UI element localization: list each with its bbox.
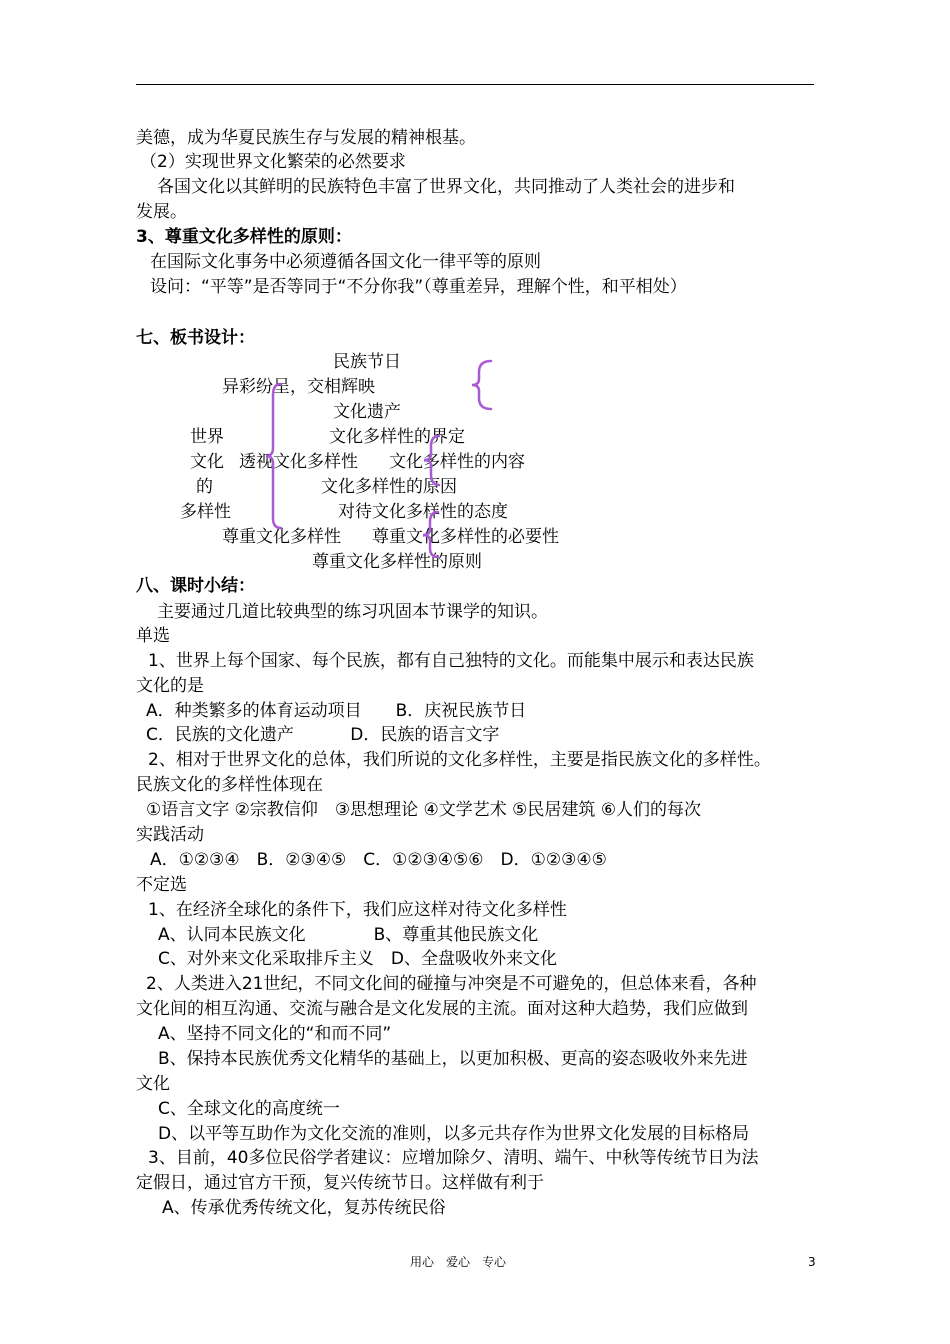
mq2-option-b: B、保持本民族优秀文化精华的基础上，以更加积极、更高的姿态吸收外来先进 xyxy=(158,1049,748,1069)
board-braces xyxy=(0,0,950,600)
mq3-option-a: A、传承优秀传统文化，复苏传统民俗 xyxy=(162,1198,446,1218)
q1-stem-cont: 文化的是 xyxy=(136,676,204,696)
body-line-7: 设问：“平等”是否等同于“不分你我”（尊重差异，理解个性，和平相处） xyxy=(150,277,687,297)
mq2-option-b-cont: 文化 xyxy=(136,1074,170,1094)
body-line-1: 美德，成为华夏民族生存与发展的精神根基。 xyxy=(136,128,476,148)
board-culture: 文化 xyxy=(190,452,224,472)
mq1-options-ab: A、认同本民族文化 B、尊重其他民族文化 xyxy=(158,925,539,945)
board-perspective: 透视文化多样性 xyxy=(239,452,358,472)
brace-top-icon xyxy=(472,361,491,409)
board-respect: 尊重文化多样性 xyxy=(222,527,341,547)
board-heritage: 文化遗产 xyxy=(333,402,401,422)
brace-bottom-icon xyxy=(423,512,438,557)
footer-motto: 用心 爱心 专心 xyxy=(410,1255,507,1269)
board-world: 世界 xyxy=(190,427,224,447)
q2-stem-cont: 民族文化的多样性体现在 xyxy=(136,775,323,795)
board-content: 文化多样性的内容 xyxy=(389,452,525,472)
mq2-option-d: D、以平等互助作为文化交流的准则，以多元共存作为世界文化发展的目标格局 xyxy=(158,1124,750,1144)
mq3-stem: 3、目前，40多位民俗学者建议：应增加除夕、清明、端午、中秋等传统节日为法 xyxy=(148,1148,759,1168)
body-line-2: （2）实现世界文化繁荣的必然要求 xyxy=(140,152,406,172)
summary-intro: 主要通过几道比较典型的练习巩固本节课学的知识。 xyxy=(157,602,548,622)
board-diversity: 多样性 xyxy=(180,502,231,522)
q1-options-ab: A．种类繁多的体育运动项目 B．庆祝民族节日 xyxy=(146,701,527,721)
section-heading-principle: 3、尊重文化多样性的原则： xyxy=(136,227,352,247)
mq3-stem-cont: 定假日，通过官方干预，复兴传统节日。这样做有利于 xyxy=(136,1173,544,1193)
label-multiple-choice: 不定选 xyxy=(136,875,187,895)
page-number: 3 xyxy=(808,1255,816,1269)
board-definition: 文化多样性的界定 xyxy=(329,427,465,447)
label-single-choice: 单选 xyxy=(136,626,170,646)
board-necessity: 尊重文化多样性的必要性 xyxy=(372,527,559,547)
board-splendor: 异彩纷呈，交相辉映 xyxy=(222,377,375,397)
q2-stem: 2、相对于世界文化的总体，我们所说的文化多样性，主要是指民族文化的多样性。 xyxy=(148,750,771,770)
mq2-stem-cont: 文化间的相互沟通、交流与融合是文化发展的主流。面对这种大趋势，我们应做到 xyxy=(136,999,748,1019)
q2-options: A．①②③④ B．②③④⑤ C．①②③④⑤⑥ D．①②③④⑤ xyxy=(150,850,607,870)
mq1-options-cd: C、对外来文化采取排斥主义 D、全盘吸收外来文化 xyxy=(158,949,557,969)
section-heading-board: 七、板书设计： xyxy=(136,328,255,348)
q1-options-cd: C．民族的文化遗产 D．民族的语言文字 xyxy=(146,725,500,745)
board-festival: 民族节日 xyxy=(333,352,401,372)
mq2-stem: 2、人类进入21世纪，不同文化间的碰撞与冲突是不可避免的，但总体来看，各种 xyxy=(146,974,757,994)
board-of: 的 xyxy=(196,477,213,497)
q1-stem: 1、世界上每个国家、每个民族，都有自己独特的文化。而能集中展示和表达民族 xyxy=(148,651,754,671)
body-line-4: 发展。 xyxy=(136,202,187,222)
brace-middle-icon xyxy=(424,436,439,485)
section-heading-summary: 八、课时小结： xyxy=(136,576,255,596)
mq2-option-a: A、坚持不同文化的“和而不同” xyxy=(158,1024,392,1044)
q2-items: ①语言文字 ②宗教信仰 ③思想理论 ④文学艺术 ⑤民居建筑 ⑥人们的每次 xyxy=(146,800,702,820)
body-line-6: 在国际文化事务中必须遵循各国文化一律平等的原则 xyxy=(150,252,541,272)
body-line-3: 各国文化以其鲜明的民族特色丰富了世界文化，共同推动了人类社会的进步和 xyxy=(157,177,735,197)
brace-tall-icon xyxy=(266,384,281,528)
board-principle: 尊重文化多样性的原则 xyxy=(312,552,482,572)
board-attitude: 对待文化多样性的态度 xyxy=(338,502,508,522)
board-cause: 文化多样性的原因 xyxy=(321,477,457,497)
mq1-stem: 1、在经济全球化的条件下，我们应这样对待文化多样性 xyxy=(148,900,567,920)
mq2-option-c: C、全球文化的高度统一 xyxy=(158,1099,340,1119)
q2-items-cont: 实践活动 xyxy=(136,825,204,845)
